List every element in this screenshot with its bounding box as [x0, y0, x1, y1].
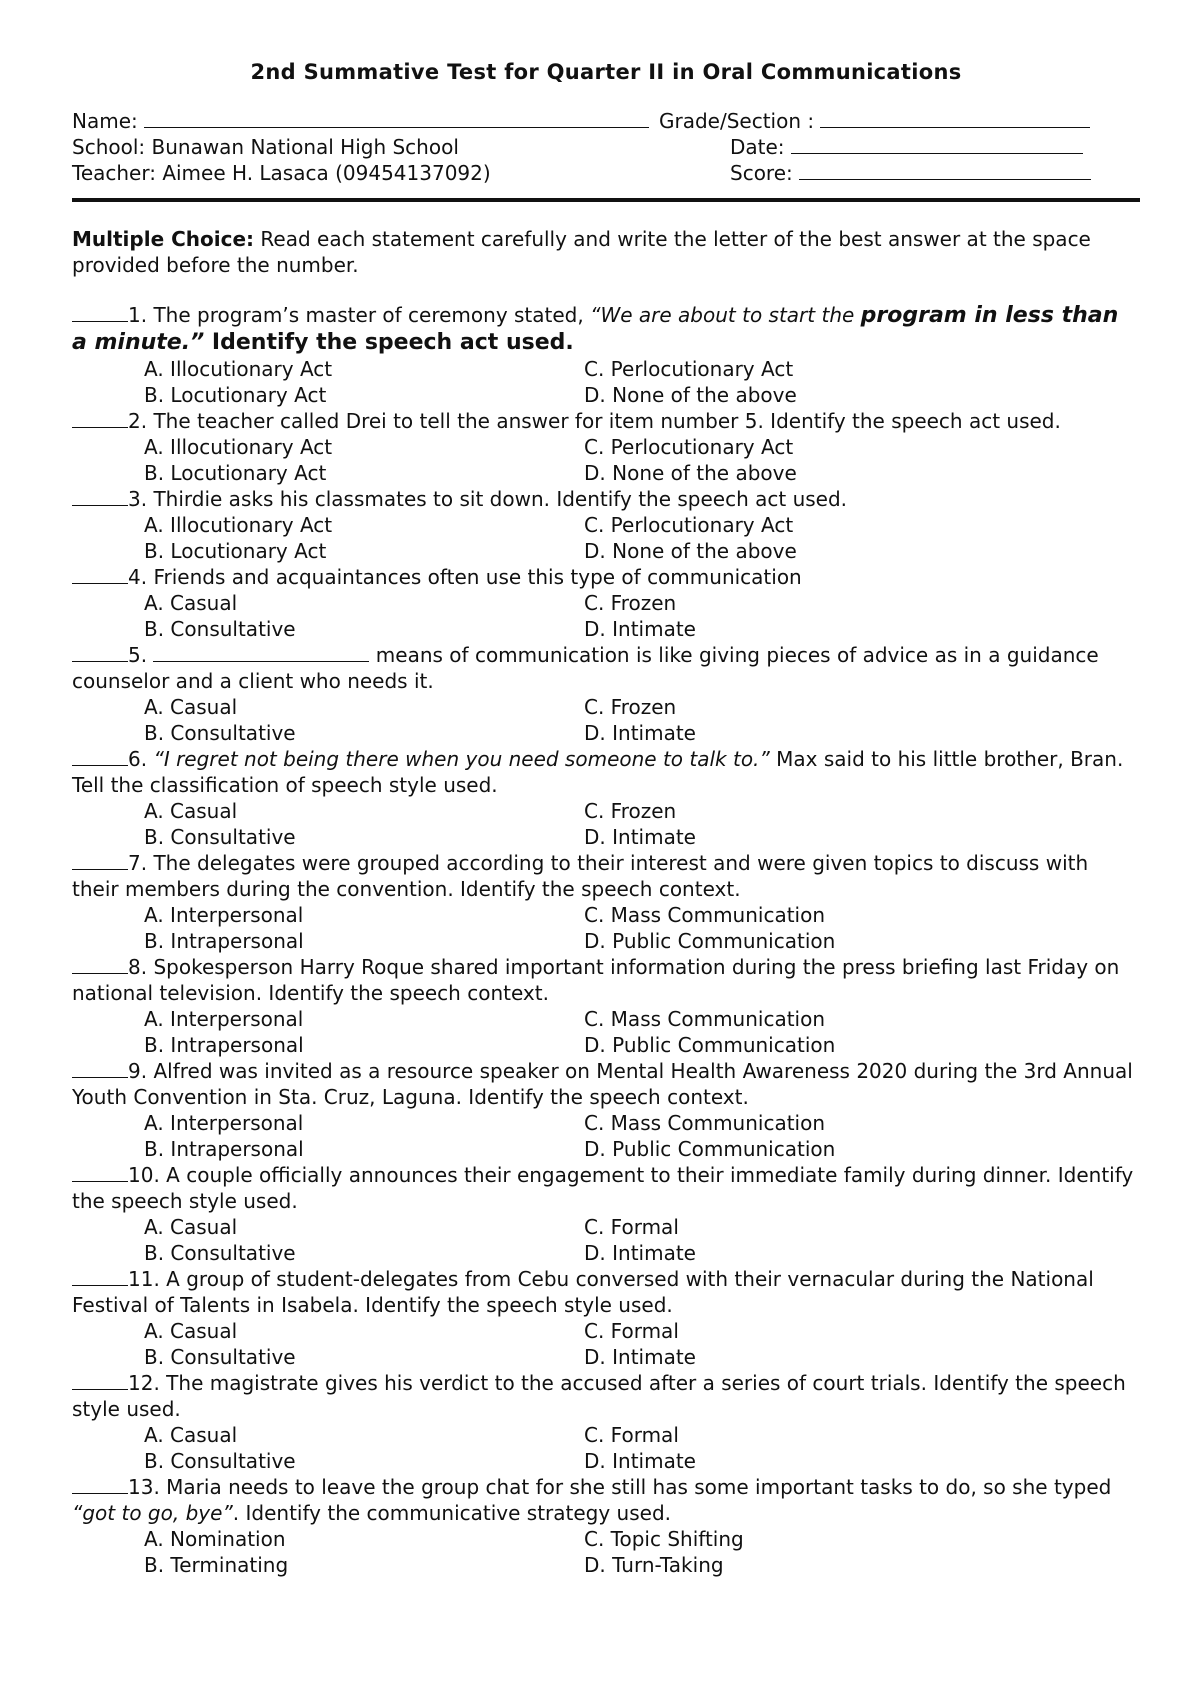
- options-2: [72, 434, 1140, 486]
- option-b: B. Consultative: [144, 1241, 296, 1265]
- question-number: 1.: [128, 303, 148, 327]
- options-10: [72, 1214, 1140, 1266]
- question-text: The program’s master of ceremony stated,: [147, 303, 591, 327]
- options-9: [72, 1110, 1140, 1162]
- answer-blank[interactable]: [72, 955, 128, 974]
- option-c: C. Formal: [584, 1319, 679, 1343]
- question-text: Thirdie asks his classmates to sit down. Identify the speech act used.: [147, 487, 848, 511]
- option-b: B. Locutionary Act: [144, 539, 327, 563]
- question-13: [72, 1474, 1140, 1526]
- question-number: 13.: [128, 1475, 160, 1499]
- option-a: A. Casual: [144, 799, 238, 823]
- question-12: [72, 1370, 1140, 1422]
- option-b: B. Locutionary Act: [144, 383, 327, 407]
- option-c: C. Formal: [584, 1423, 679, 1447]
- option-a: A. Casual: [144, 591, 238, 615]
- fill-in-blank[interactable]: [153, 643, 369, 662]
- score-field[interactable]: [799, 161, 1091, 180]
- question-text: means of communication is like giving pieces of advice as in a guidance counselor and a client who needs it.: [72, 643, 1099, 693]
- answer-blank[interactable]: [72, 303, 128, 322]
- option-d: D. Intimate: [584, 721, 696, 745]
- option-c: C. Perlocutionary Act: [584, 357, 794, 381]
- header-divider: [72, 198, 1140, 202]
- option-d: D. None of the above: [584, 461, 797, 485]
- option-a: A. Illocutionary Act: [144, 435, 333, 459]
- question-quote: “I regret not being there when you need someone to talk to.”: [147, 747, 770, 771]
- option-a: A. Casual: [144, 1319, 238, 1343]
- option-d: D. Public Communication: [584, 929, 836, 953]
- answer-blank[interactable]: [72, 1371, 128, 1390]
- question-7: [72, 850, 1140, 902]
- question-text: Max said to his little brother, Bran. Tell the classification of speech style used.: [72, 747, 1124, 797]
- instructions-text: Read each statement carefully and write the letter of the best answer at the space provided before the number.: [72, 227, 1091, 277]
- option-b: B. Consultative: [144, 1449, 296, 1473]
- question-4: [72, 564, 1140, 590]
- page-title: 2nd Summative Test for Quarter II in Oral Communications: [250, 60, 962, 84]
- option-b: B. Consultative: [144, 617, 296, 641]
- option-a: A. Illocutionary Act: [144, 513, 333, 537]
- option-d: D. None of the above: [584, 383, 797, 407]
- question-text: A couple officially announces their engagement to their immediate family during dinner. Identify the speech style used.: [72, 1163, 1134, 1213]
- question-number: 8.: [128, 955, 148, 979]
- options-3: [72, 512, 1140, 564]
- option-c: C. Frozen: [584, 591, 677, 615]
- teacher-text: Teacher: Aimee H. Lasaca (09454137092): [72, 161, 491, 185]
- option-d: D. Intimate: [584, 825, 696, 849]
- options-11: [72, 1318, 1140, 1370]
- question-6: [72, 746, 1140, 798]
- option-c: C. Frozen: [584, 799, 677, 823]
- grade-section-field[interactable]: [820, 109, 1090, 128]
- option-c: C. Frozen: [584, 695, 677, 719]
- option-a: A. Casual: [144, 1215, 238, 1239]
- options-12: [72, 1422, 1140, 1474]
- question-2: [72, 408, 1140, 434]
- option-a: A. Nomination: [144, 1527, 286, 1551]
- grade-section-label: Grade/Section :: [659, 109, 815, 133]
- option-d: D. Intimate: [584, 1449, 696, 1473]
- score-label: Score:: [730, 161, 793, 185]
- answer-blank[interactable]: [72, 1059, 128, 1078]
- option-c: C. Perlocutionary Act: [584, 513, 794, 537]
- question-number: 9.: [128, 1059, 148, 1083]
- option-a: A. Casual: [144, 695, 238, 719]
- question-text: A group of student-delegates from Cebu conversed with their vernacular during the National Festival of Talents in Isabela. Identify the speech style used.: [72, 1267, 1094, 1317]
- option-d: D. Public Communication: [584, 1137, 836, 1161]
- question-10: [72, 1162, 1140, 1214]
- answer-blank[interactable]: [72, 643, 128, 662]
- question-text: Spokesperson Harry Roque shared important information during the press briefing last Friday on national television. Identify the speech context.: [72, 955, 1120, 1005]
- test-page: [72, 60, 1140, 1578]
- question-number: 12.: [128, 1371, 160, 1395]
- option-c: C. Perlocutionary Act: [584, 435, 794, 459]
- options-13: [72, 1526, 1140, 1578]
- question-text: The delegates were grouped according to their interest and were given topics to discuss with their members during the convention. Identify the speech context.: [72, 851, 1089, 901]
- option-b: B. Consultative: [144, 1345, 296, 1369]
- name-label: Name:: [72, 109, 138, 133]
- options-4: [72, 590, 1140, 642]
- question-quote: “We are about to start the: [590, 303, 861, 327]
- option-b: B. Consultative: [144, 721, 296, 745]
- answer-blank[interactable]: [72, 1163, 128, 1182]
- option-b: B. Intrapersonal: [144, 929, 304, 953]
- option-d: D. Intimate: [584, 617, 696, 641]
- option-c: C. Mass Communication: [584, 903, 826, 927]
- date-field[interactable]: [791, 135, 1083, 154]
- option-a: A. Casual: [144, 1423, 238, 1447]
- question-text: Alfred was invited as a resource speaker on Mental Health Awareness 2020 during the 3rd Annual Youth Convention in Sta. Cruz, Laguna. Identify the speech context.: [72, 1059, 1133, 1109]
- question-number: 6.: [128, 747, 148, 771]
- question-text: Friends and acquaintances often use this type of communication: [147, 565, 802, 589]
- answer-blank[interactable]: [72, 487, 128, 506]
- answer-blank[interactable]: [72, 409, 128, 428]
- school-text: School: Bunawan National High School: [72, 135, 459, 159]
- question-number: 4.: [128, 565, 148, 589]
- option-c: C. Topic Shifting: [584, 1527, 744, 1551]
- date-label: Date:: [730, 135, 785, 159]
- question-number: 7.: [128, 851, 148, 875]
- question-11: [72, 1266, 1140, 1318]
- options-7: [72, 902, 1140, 954]
- header-row-1: [72, 108, 1140, 134]
- question-quote: “got to go, bye”: [72, 1501, 233, 1525]
- option-d: D. None of the above: [584, 539, 797, 563]
- question-text: Maria needs to leave the group chat for she still has some important tasks to do, so she typed: [159, 1475, 1112, 1499]
- question-number: 3.: [128, 487, 148, 511]
- option-d: D. Public Communication: [584, 1033, 836, 1057]
- options-1: [72, 356, 1140, 408]
- question-number: 2.: [128, 409, 148, 433]
- question-prompt: Identify the speech act used.: [204, 330, 574, 355]
- answer-blank[interactable]: [72, 1267, 128, 1286]
- option-b: B. Terminating: [144, 1553, 289, 1577]
- question-5: [72, 642, 1140, 694]
- option-c: C. Mass Communication: [584, 1007, 826, 1031]
- question-9: [72, 1058, 1140, 1110]
- option-b: B. Consultative: [144, 825, 296, 849]
- answer-blank[interactable]: [72, 1475, 128, 1494]
- question-3: [72, 486, 1140, 512]
- question-text: The teacher called Drei to tell the answer for item number 5. Identify the speech act used.: [147, 409, 1061, 433]
- header-row-3: [72, 160, 1140, 186]
- answer-blank[interactable]: [72, 747, 128, 766]
- name-field[interactable]: [144, 109, 649, 128]
- instructions-label: Multiple Choice:: [72, 227, 255, 251]
- option-b: B. Locutionary Act: [144, 461, 327, 485]
- option-a: A. Illocutionary Act: [144, 357, 333, 381]
- option-b: B. Intrapersonal: [144, 1137, 304, 1161]
- question-1: [72, 302, 1140, 356]
- option-c: C. Mass Communication: [584, 1111, 826, 1135]
- question-text: The magistrate gives his verdict to the accused after a series of court trials. Identify the speech style used.: [72, 1371, 1126, 1421]
- question-number: 10.: [128, 1163, 160, 1187]
- option-d: D. Intimate: [584, 1345, 696, 1369]
- answer-blank[interactable]: [72, 851, 128, 870]
- question-text-end: . Identify the communicative strategy used.: [232, 1501, 672, 1525]
- option-a: A. Interpersonal: [144, 903, 304, 927]
- answer-blank[interactable]: [72, 565, 128, 584]
- option-d: D. Turn-Taking: [584, 1553, 724, 1577]
- options-6: [72, 798, 1140, 850]
- header-row-2: [72, 134, 1140, 160]
- options-5: [72, 694, 1140, 746]
- option-d: D. Intimate: [584, 1241, 696, 1265]
- option-a: A. Interpersonal: [144, 1111, 304, 1135]
- instructions: [72, 226, 1140, 278]
- question-number: 11.: [128, 1267, 160, 1291]
- option-c: C. Formal: [584, 1215, 679, 1239]
- question-8: [72, 954, 1140, 1006]
- option-b: B. Intrapersonal: [144, 1033, 304, 1057]
- options-8: [72, 1006, 1140, 1058]
- option-a: A. Interpersonal: [144, 1007, 304, 1031]
- question-quote-emphasis: program in less than a minute.”: [72, 303, 1119, 355]
- question-number: 5.: [128, 643, 148, 667]
